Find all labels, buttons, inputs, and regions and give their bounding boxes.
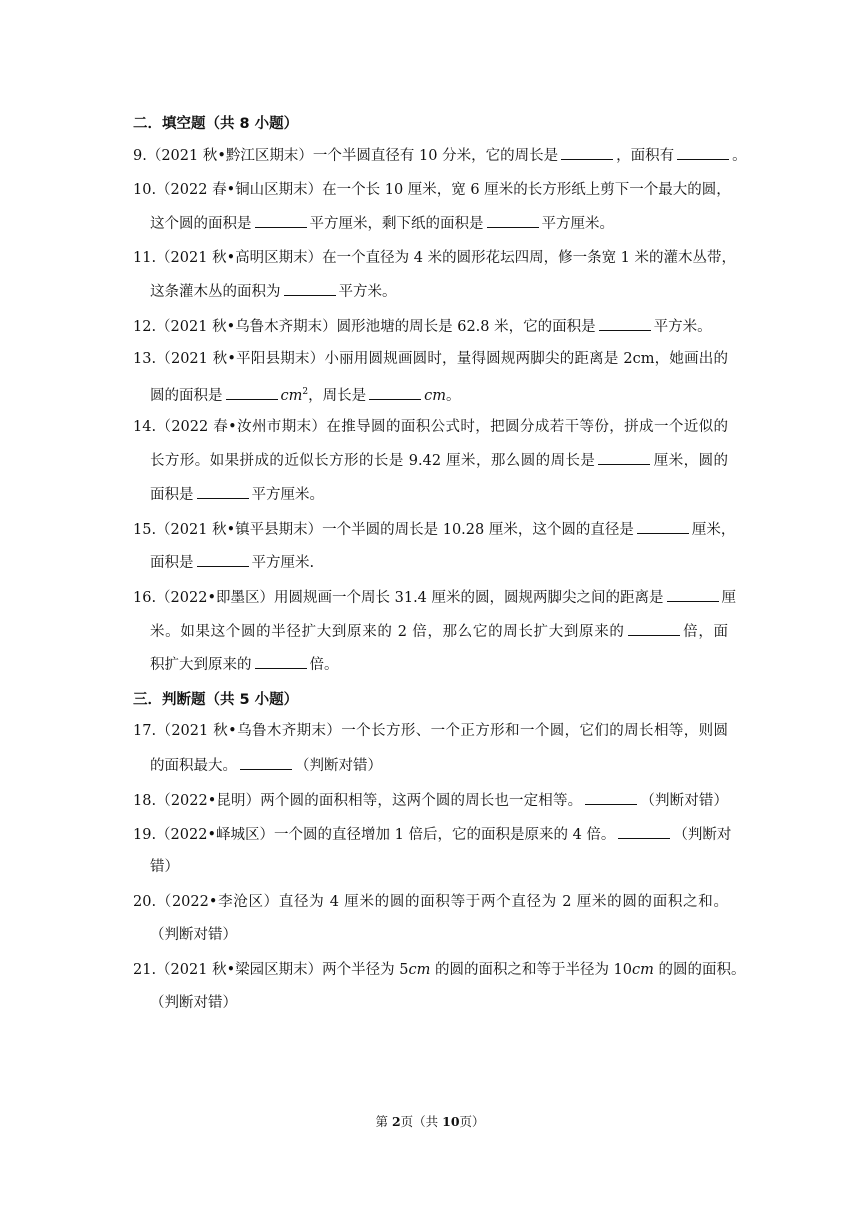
section-title-judge: 三．判断题（共 5 小题） bbox=[133, 692, 299, 708]
answer-blank[interactable] bbox=[628, 621, 680, 636]
answer-blank[interactable] bbox=[487, 213, 539, 228]
question-14-cont bbox=[150, 450, 728, 471]
question-9 bbox=[133, 145, 747, 166]
unit-cm: cm bbox=[632, 962, 654, 978]
question-13-text: ，周长是 bbox=[308, 387, 367, 404]
question-16-text: 积扩大到原来的 bbox=[150, 657, 252, 673]
question-19 bbox=[133, 824, 732, 845]
answer-blank[interactable] bbox=[667, 587, 719, 602]
answer-blank[interactable] bbox=[284, 281, 336, 296]
question-10-cont bbox=[150, 213, 728, 234]
question-16-text: 米。如果这个圆的半径扩大到原来的 2 倍，那么它的周长扩大到原来的 bbox=[150, 624, 625, 640]
question-17-text: 的面积最大。 bbox=[150, 758, 237, 774]
page-number: 2 bbox=[391, 1114, 401, 1129]
superscript: 2 bbox=[302, 387, 309, 397]
answer-blank[interactable] bbox=[599, 316, 651, 331]
question-10-text: 平方厘米，剩下纸的面积是 bbox=[309, 216, 484, 232]
question-14-text: 平方厘米。 bbox=[251, 487, 324, 503]
answer-blank[interactable] bbox=[240, 755, 292, 770]
question-12-text: 12.（2021 秋•乌鲁木齐期末）圆形池塘的周长是 62.8 米，它的面积是 bbox=[133, 319, 596, 335]
question-9-text: ，面积有 bbox=[616, 148, 675, 164]
question-12 bbox=[133, 316, 728, 337]
question-16-cont bbox=[150, 621, 728, 642]
question-21-text: 的圆的面积。 bbox=[653, 962, 746, 978]
answer-blank[interactable] bbox=[369, 385, 421, 400]
question-16-text: 倍。 bbox=[309, 657, 339, 673]
answer-blank[interactable] bbox=[561, 145, 613, 160]
question-13-text: 圆的面积是 bbox=[150, 387, 223, 404]
question-9-text: 9.（2021 秋•黔江区期末）一个半圆直径有 10 分米，它的周长是 bbox=[133, 148, 559, 164]
answer-blank[interactable] bbox=[637, 519, 689, 534]
section-title-fill-blank: 二．填空题（共 8 小题） bbox=[133, 116, 299, 132]
question-19-text: 19.（2022•峄城区）一个圆的直径增加 1 倍后，它的面积是原来的 4 倍。 bbox=[133, 827, 616, 843]
question-21-text: 21.（2021 秋•梁园区期末）两个半径为 5 bbox=[133, 962, 409, 978]
question-11-text: 平方米。 bbox=[338, 284, 397, 300]
question-15-text: 面积是 bbox=[150, 555, 194, 571]
question-16-cont2 bbox=[150, 654, 728, 675]
answer-blank[interactable] bbox=[226, 385, 278, 400]
question-14-text: 长方形。如果拼成的近似长方形的长是 9.42 厘米，那么圆的周长是 bbox=[150, 453, 596, 469]
question-10-text: 这个圆的面积是 bbox=[150, 216, 252, 232]
total-pages: 10 bbox=[442, 1114, 460, 1129]
answer-blank[interactable] bbox=[677, 145, 729, 160]
question-15 bbox=[133, 519, 736, 540]
question-18-text: （判断对错） bbox=[640, 793, 729, 809]
page-footer bbox=[0, 1112, 860, 1130]
question-14-text: 厘米，圆的 bbox=[653, 453, 728, 469]
question-19-text: （判断对 bbox=[673, 827, 732, 843]
question-16-text: 16.（2022•即墨区）用圆规画一个周长 31.4 厘米的圆，圆规两脚尖之间的距离是 bbox=[133, 590, 664, 606]
question-20: 20.（2022•李沧区）直径为 4 厘米的圆的面积等于两个直径为 2 厘米的圆的面积之和。 bbox=[133, 894, 728, 910]
answer-blank[interactable] bbox=[585, 790, 637, 805]
question-13-cont bbox=[150, 382, 728, 406]
footer-text: 第 bbox=[375, 1114, 392, 1129]
footer-text: 页） bbox=[459, 1114, 485, 1129]
question-11: 11.（2021 秋•高明区期末）在一个直径为 4 米的圆形花坛四周，修一条宽 1 米的灌木丛带， bbox=[133, 250, 737, 266]
question-15-text: 平方厘米. bbox=[251, 555, 315, 571]
question-21 bbox=[133, 960, 746, 980]
question-9-text: 。 bbox=[732, 148, 747, 164]
question-17: 17.（2021 秋•乌鲁木齐期末）一个长方形、一个正方形和一个圆，它们的周长相等，则圆 bbox=[133, 723, 728, 739]
question-17-cont bbox=[150, 755, 728, 776]
question-21-cont: （判断对错） bbox=[150, 995, 237, 1011]
question-10-text: 平方厘米。 bbox=[541, 216, 614, 232]
question-14-cont2 bbox=[150, 484, 728, 505]
question-16-text: 倍，面 bbox=[682, 624, 728, 640]
question-16 bbox=[133, 587, 737, 608]
unit-cm: cm bbox=[424, 387, 446, 404]
question-21-text: 的圆的面积之和等于半径为 10 bbox=[430, 962, 633, 978]
question-13-text: 。 bbox=[445, 387, 461, 404]
answer-blank[interactable] bbox=[618, 824, 670, 839]
answer-blank[interactable] bbox=[598, 450, 650, 465]
question-20-cont: （判断对错） bbox=[150, 927, 237, 943]
footer-text: 页（共 bbox=[400, 1114, 443, 1129]
question-11-cont bbox=[150, 281, 728, 302]
answer-blank[interactable] bbox=[197, 484, 249, 499]
question-10: 10.（2022 春•铜山区期末）在一个长 10 厘米，宽 6 厘米的长方形纸上剪下一个最大的圆， bbox=[133, 182, 731, 198]
question-12-text: 平方米。 bbox=[653, 319, 712, 335]
question-18-text: 18.（2022•昆明）两个圆的面积相等，这两个圆的周长也一定相等。 bbox=[133, 793, 583, 809]
unit-cm: cm bbox=[280, 387, 303, 404]
question-13: 13.（2021 秋•平阳县期末）小丽用圆规画圆时，量得圆规两脚尖的距离是 2cm，她画出的 bbox=[133, 351, 728, 367]
question-19-cont: 错） bbox=[150, 859, 179, 875]
question-14-text: 面积是 bbox=[150, 487, 194, 503]
question-17-text: （判断对错） bbox=[295, 758, 382, 774]
question-15-text: 厘米， bbox=[691, 522, 736, 538]
question-11-text: 这条灌木丛的面积为 bbox=[150, 284, 281, 300]
question-16-text: 厘 bbox=[721, 590, 737, 606]
answer-blank[interactable] bbox=[197, 552, 249, 567]
question-18 bbox=[133, 790, 728, 811]
question-15-cont bbox=[150, 552, 728, 573]
question-14: 14.（2022 春•汝州市期末）在推导圆的面积公式时，把圆分成若干等份，拼成一个近似的 bbox=[133, 419, 728, 435]
question-15-text: 15.（2021 秋•镇平县期末）一个半圆的周长是 10.28 厘米，这个圆的直径是 bbox=[133, 522, 634, 538]
unit-cm: cm bbox=[408, 962, 431, 978]
answer-blank[interactable] bbox=[255, 213, 307, 228]
answer-blank[interactable] bbox=[255, 654, 307, 669]
